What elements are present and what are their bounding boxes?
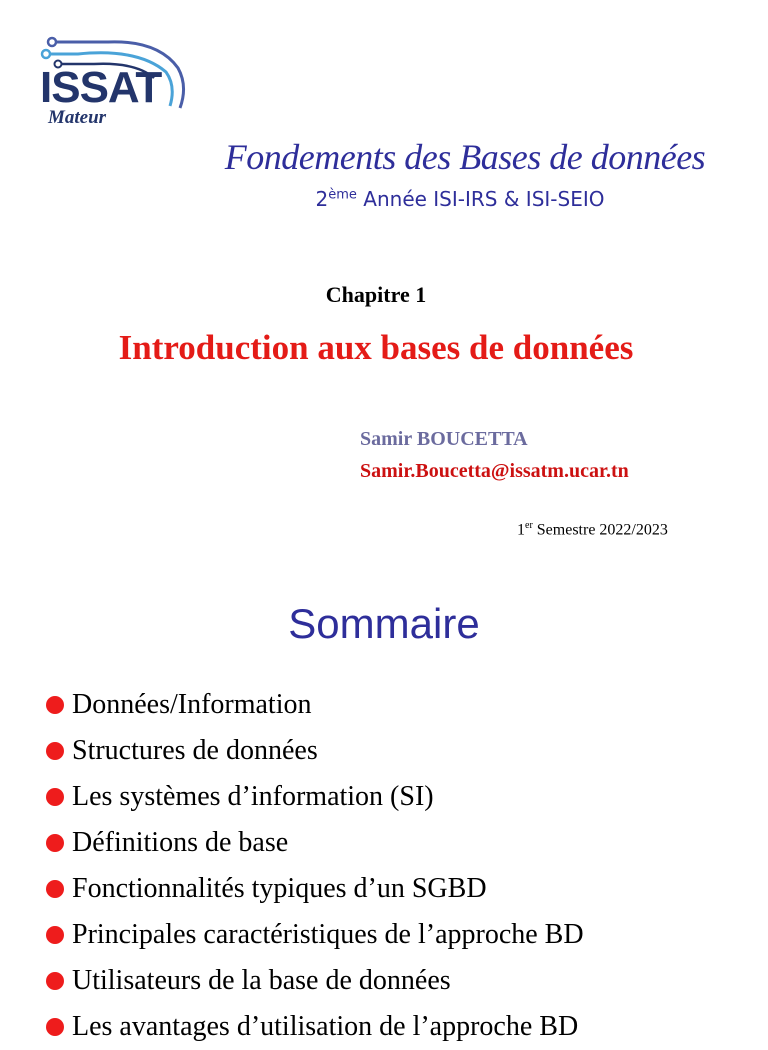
bullet-icon (46, 972, 64, 990)
list-item-label: Utilisateurs de la base de données (72, 965, 451, 996)
bullet-icon (46, 834, 64, 852)
semester-text: Semestre 2022/2023 (532, 521, 668, 539)
program-label: Année ISI-IRS & ISI-SEIO (356, 187, 605, 211)
bullet-icon (46, 788, 64, 806)
semester-number: 1 (517, 521, 525, 539)
list-item (46, 912, 584, 958)
semester-label (517, 520, 668, 539)
list-item (46, 728, 584, 774)
course-subtitle (180, 187, 740, 211)
logo-wordmark: ISSAT (40, 63, 162, 112)
chapter-label: Chapitre 1 (325, 282, 427, 307)
bullet-icon (46, 880, 64, 898)
bullet-icon (46, 926, 64, 944)
list-item-label: Définitions de base (72, 827, 289, 858)
year-suffix: ème (328, 187, 357, 203)
list-item (46, 1004, 584, 1050)
course-title: Fondements des Bases de données (224, 137, 706, 177)
list-item-label: Les avantages d’utilisation de l’approche BD (72, 1011, 579, 1042)
summary-list (46, 682, 584, 1050)
chapter-title: Introduction aux bases de données (118, 328, 634, 367)
list-item-label: Structures de données (72, 735, 318, 766)
list-item-label: Principales caractéristiques de l’approche BD (72, 919, 584, 950)
list-item (46, 682, 584, 728)
bullet-icon (46, 1018, 64, 1036)
list-item (46, 774, 584, 820)
list-item (46, 820, 584, 866)
issat-logo (38, 28, 198, 132)
author-name: Samir BOUCETTA (360, 428, 528, 450)
list-item (46, 866, 584, 912)
list-item (46, 958, 584, 1004)
summary-title: Sommaire (288, 600, 480, 647)
list-item-label: Les systèmes d’information (SI) (72, 781, 434, 812)
logo-subtitle: Mateur (48, 107, 107, 128)
bullet-icon (46, 742, 64, 760)
semester-suffix: er (525, 520, 533, 531)
list-item-label: Fonctionnalités typiques d’un SGBD (72, 873, 487, 904)
bullet-icon (46, 696, 64, 714)
year-number: 2 (315, 187, 329, 211)
author-email[interactable]: Samir.Boucetta@issatm.ucar.tn (360, 460, 629, 482)
list-item-label: Données/Information (72, 689, 312, 720)
